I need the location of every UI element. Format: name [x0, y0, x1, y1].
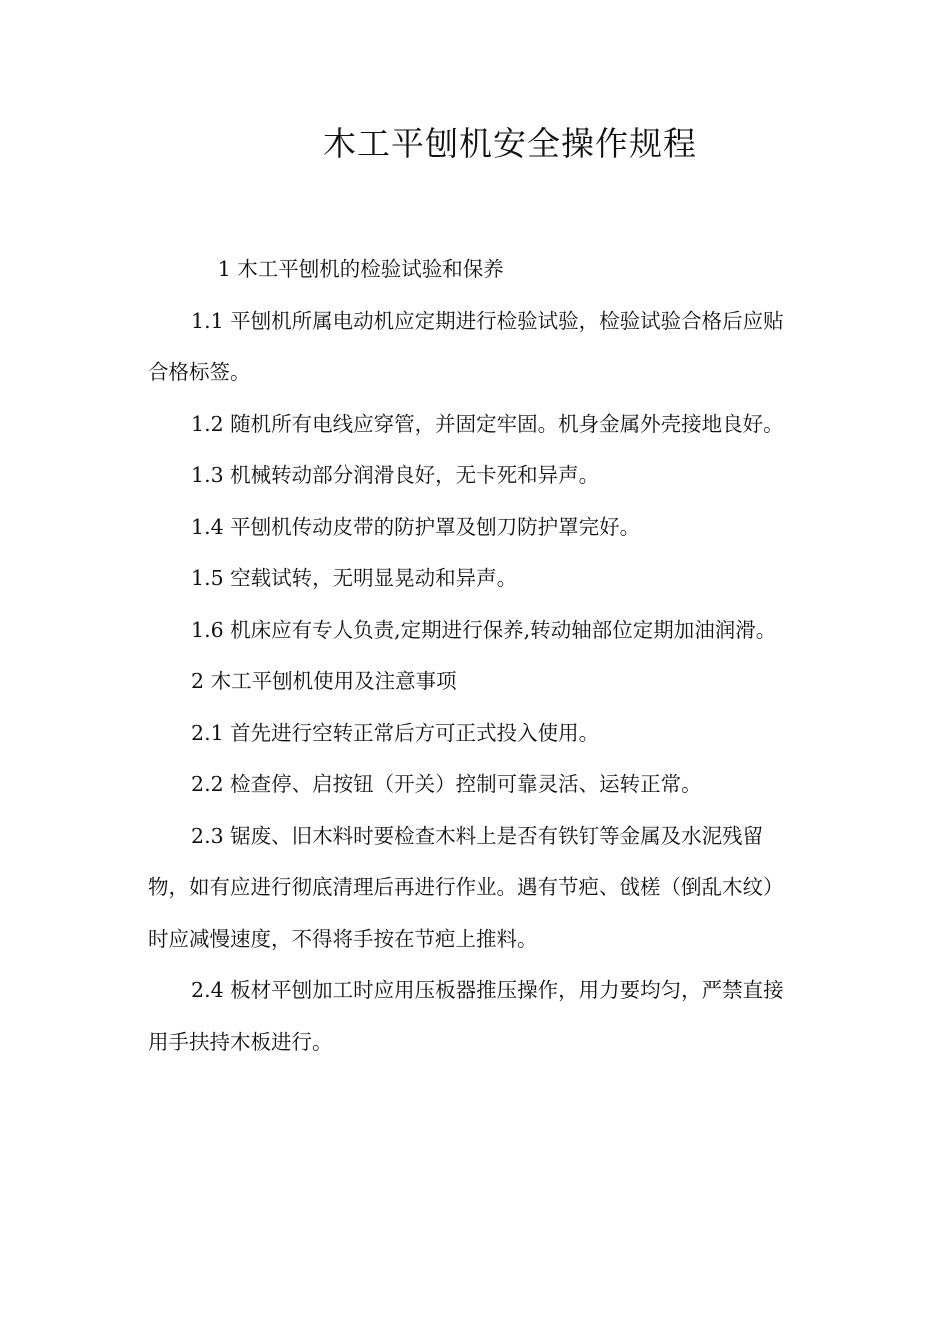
paragraph-2-4: 2.4 板材平刨加工时应用压板器推压操作，用力要均匀，严禁直接用手扶持木板进行。	[148, 978, 784, 1054]
paragraph-1-5: 1.5 空载试转，无明显晃动和异声。	[191, 566, 518, 590]
paragraph-1-4: 1.4 平刨机传动皮带的防护罩及刨刀防护罩完好。	[191, 514, 641, 539]
document-body	[148, 244, 798, 1068]
paragraph-1-3: 1.3 机械转动部分润滑良好，无卡死和异声。	[191, 463, 600, 487]
section-heading-1: 1 木工平刨机的检验试验和保养	[217, 257, 504, 281]
section-heading-2: 2 木工平刨机使用及注意事项	[191, 669, 457, 693]
paragraph-1-6: 1.6 机床应有专人负责,定期进行保养,转动轴部位定期加油润滑。	[191, 617, 777, 642]
paragraph-1-1: 1.1 平刨机所属电动机应定期进行检验试验，检验试验合格后应贴合格标签。	[148, 308, 784, 384]
paragraph-2-2: 2.2 检查停、启按钮（开关）控制可靠灵活、运转正常。	[191, 772, 702, 796]
document-title: 木工平刨机安全操作规程	[323, 124, 697, 163]
paragraph-1-2: 1.2 随机所有电线应穿管，并固定牢固。机身金属外壳接地良好。	[191, 411, 784, 436]
paragraph-2-3: 2.3 锯废、旧木料时要检查木料上是否有铁钉等金属及水泥残留物，如有应进行彻底清理后再进行作业。遇有节疤、戗槎（倒乱木纹）时应减慢速度，不得将手按在节疤上推料。	[148, 823, 784, 951]
paragraph-2-1: 2.1 首先进行空转正常后方可正式投入使用。	[191, 720, 600, 745]
